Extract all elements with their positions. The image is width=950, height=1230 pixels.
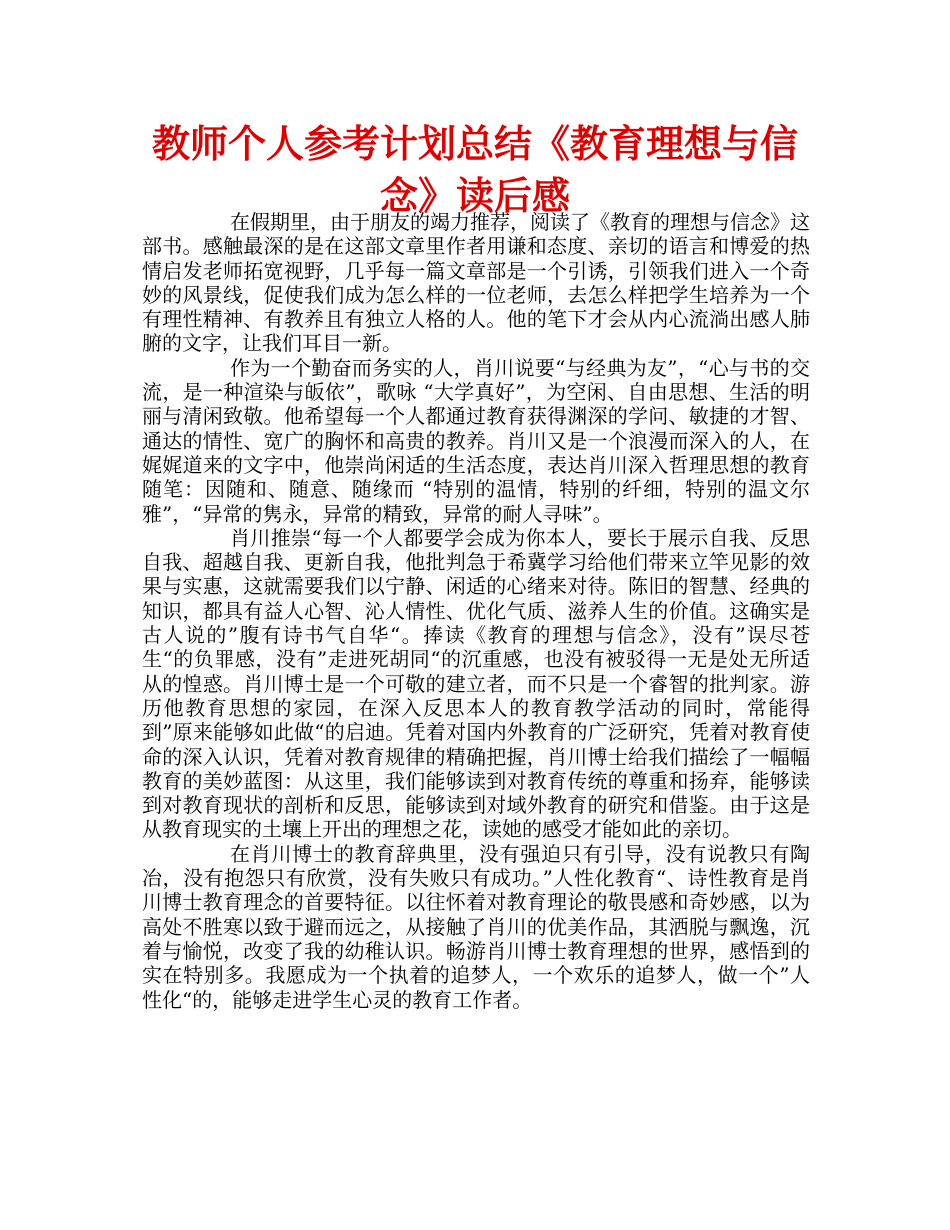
paragraph-2: 作为一个勤奋而务实的人，肖川说要“与经典为友”，“心与书的交流，是一种渲染与皈依”，歌咏 “大学真好”，为空闲、自由思想、生活的明丽与清闲致敬。他希望每一个人都通过教育获得渊深的学问、敏捷的才智、通达的情性、宽广的胸怀和高贵的教养。肖川又是一个浪漫而深入的人，在娓娓道来的文字中，他崇尚闲适的生活态度，表达肖川深入哲理思想的教育随笔：因随和、随意、随缘而 “特别的温情，特别的纤细，特别的温文尔雅”，“异常的隽永，异常的精致，异常的耐人寻味”。 xyxy=(142,355,810,526)
document-title: 教师个人参考计划总结《教育理想与信念》读后感 xyxy=(151,122,798,218)
document-body xyxy=(142,210,810,1012)
paragraph-3: 肖川推崇“每一个人都要学会成为你本人，要长于展示自我、反思自我、超越自我、更新自我，他批判急于希冀学习给他们带来立竿见影的效果与实惠，这就需要我们以宁静、闲适的心绪来对待。陈旧的智慧、经典的知识，都具有益人心智、沁人情性、优化气质、滋养人生的价值。这确实是古人说的”腹有诗书气自华“。捧读《教育的理想与信念》，没有”误尽苍生“的负罪感，没有”走进死胡同“的沉重感，也没有被驳得一无是处无所适从的惶惑。肖川博士是一个可敬的建立者，而不只是一个睿智的批判家。游历他教育思想的家园，在深入反思本人的教育教学活动的同时，常能得到”原来能够如此做“的启迪。凭着对国内外教育的广泛研究，凭着对教育使命的深入认识，凭着对教育规律的精确把握，肖川博士给我们描绘了一幅幅教育的美妙蓝图：从这里，我们能够读到对教育传统的尊重和扬弃，能够读到对教育现状的剖析和反思，能够读到对域外教育的研究和借鉴。由于这是从教育现实的土壤上开出的理想之花，读她的感受才能如此的亲切。 xyxy=(142,525,810,842)
paragraph-4: 在肖川博士的教育辞典里，没有强迫只有引导，没有说教只有陶冶，没有抱怨只有欣赏，没有失败只有成功。”人性化教育“、诗性教育是肖川博士教育理念的首要特征。以往怀着对教育理论的敬畏感和奇妙感，以为高处不胜寒以致于避而远之，从接触了肖川的优美作品，其洒脱与飘逸，沉着与愉悦，改变了我的幼稚认识。畅游肖川博士教育理想的世界，感悟到的实在特别多。我愿成为一个执着的追梦人，一个欢乐的追梦人，做一个”人性化“的，能够走进学生心灵的教育工作者。 xyxy=(142,841,810,1012)
paragraph-1: 在假期里，由于朋友的竭力推荐，阅读了《教育的理想与信念》这部书。感触最深的是在这部文章里作者用谦和态度、亲切的语言和博爱的热情启发老师拓宽视野，几乎每一篇文章部是一个引诱，引领我们进入一个奇妙的风景线，促使我们成为怎么样的一位老师，去怎么样把学生培养为一个有理性精神、有教养且有独立人格的人。他的笔下才会从内心流淌出感人肺腑的文字，让我们耳目一新。 xyxy=(142,210,810,356)
